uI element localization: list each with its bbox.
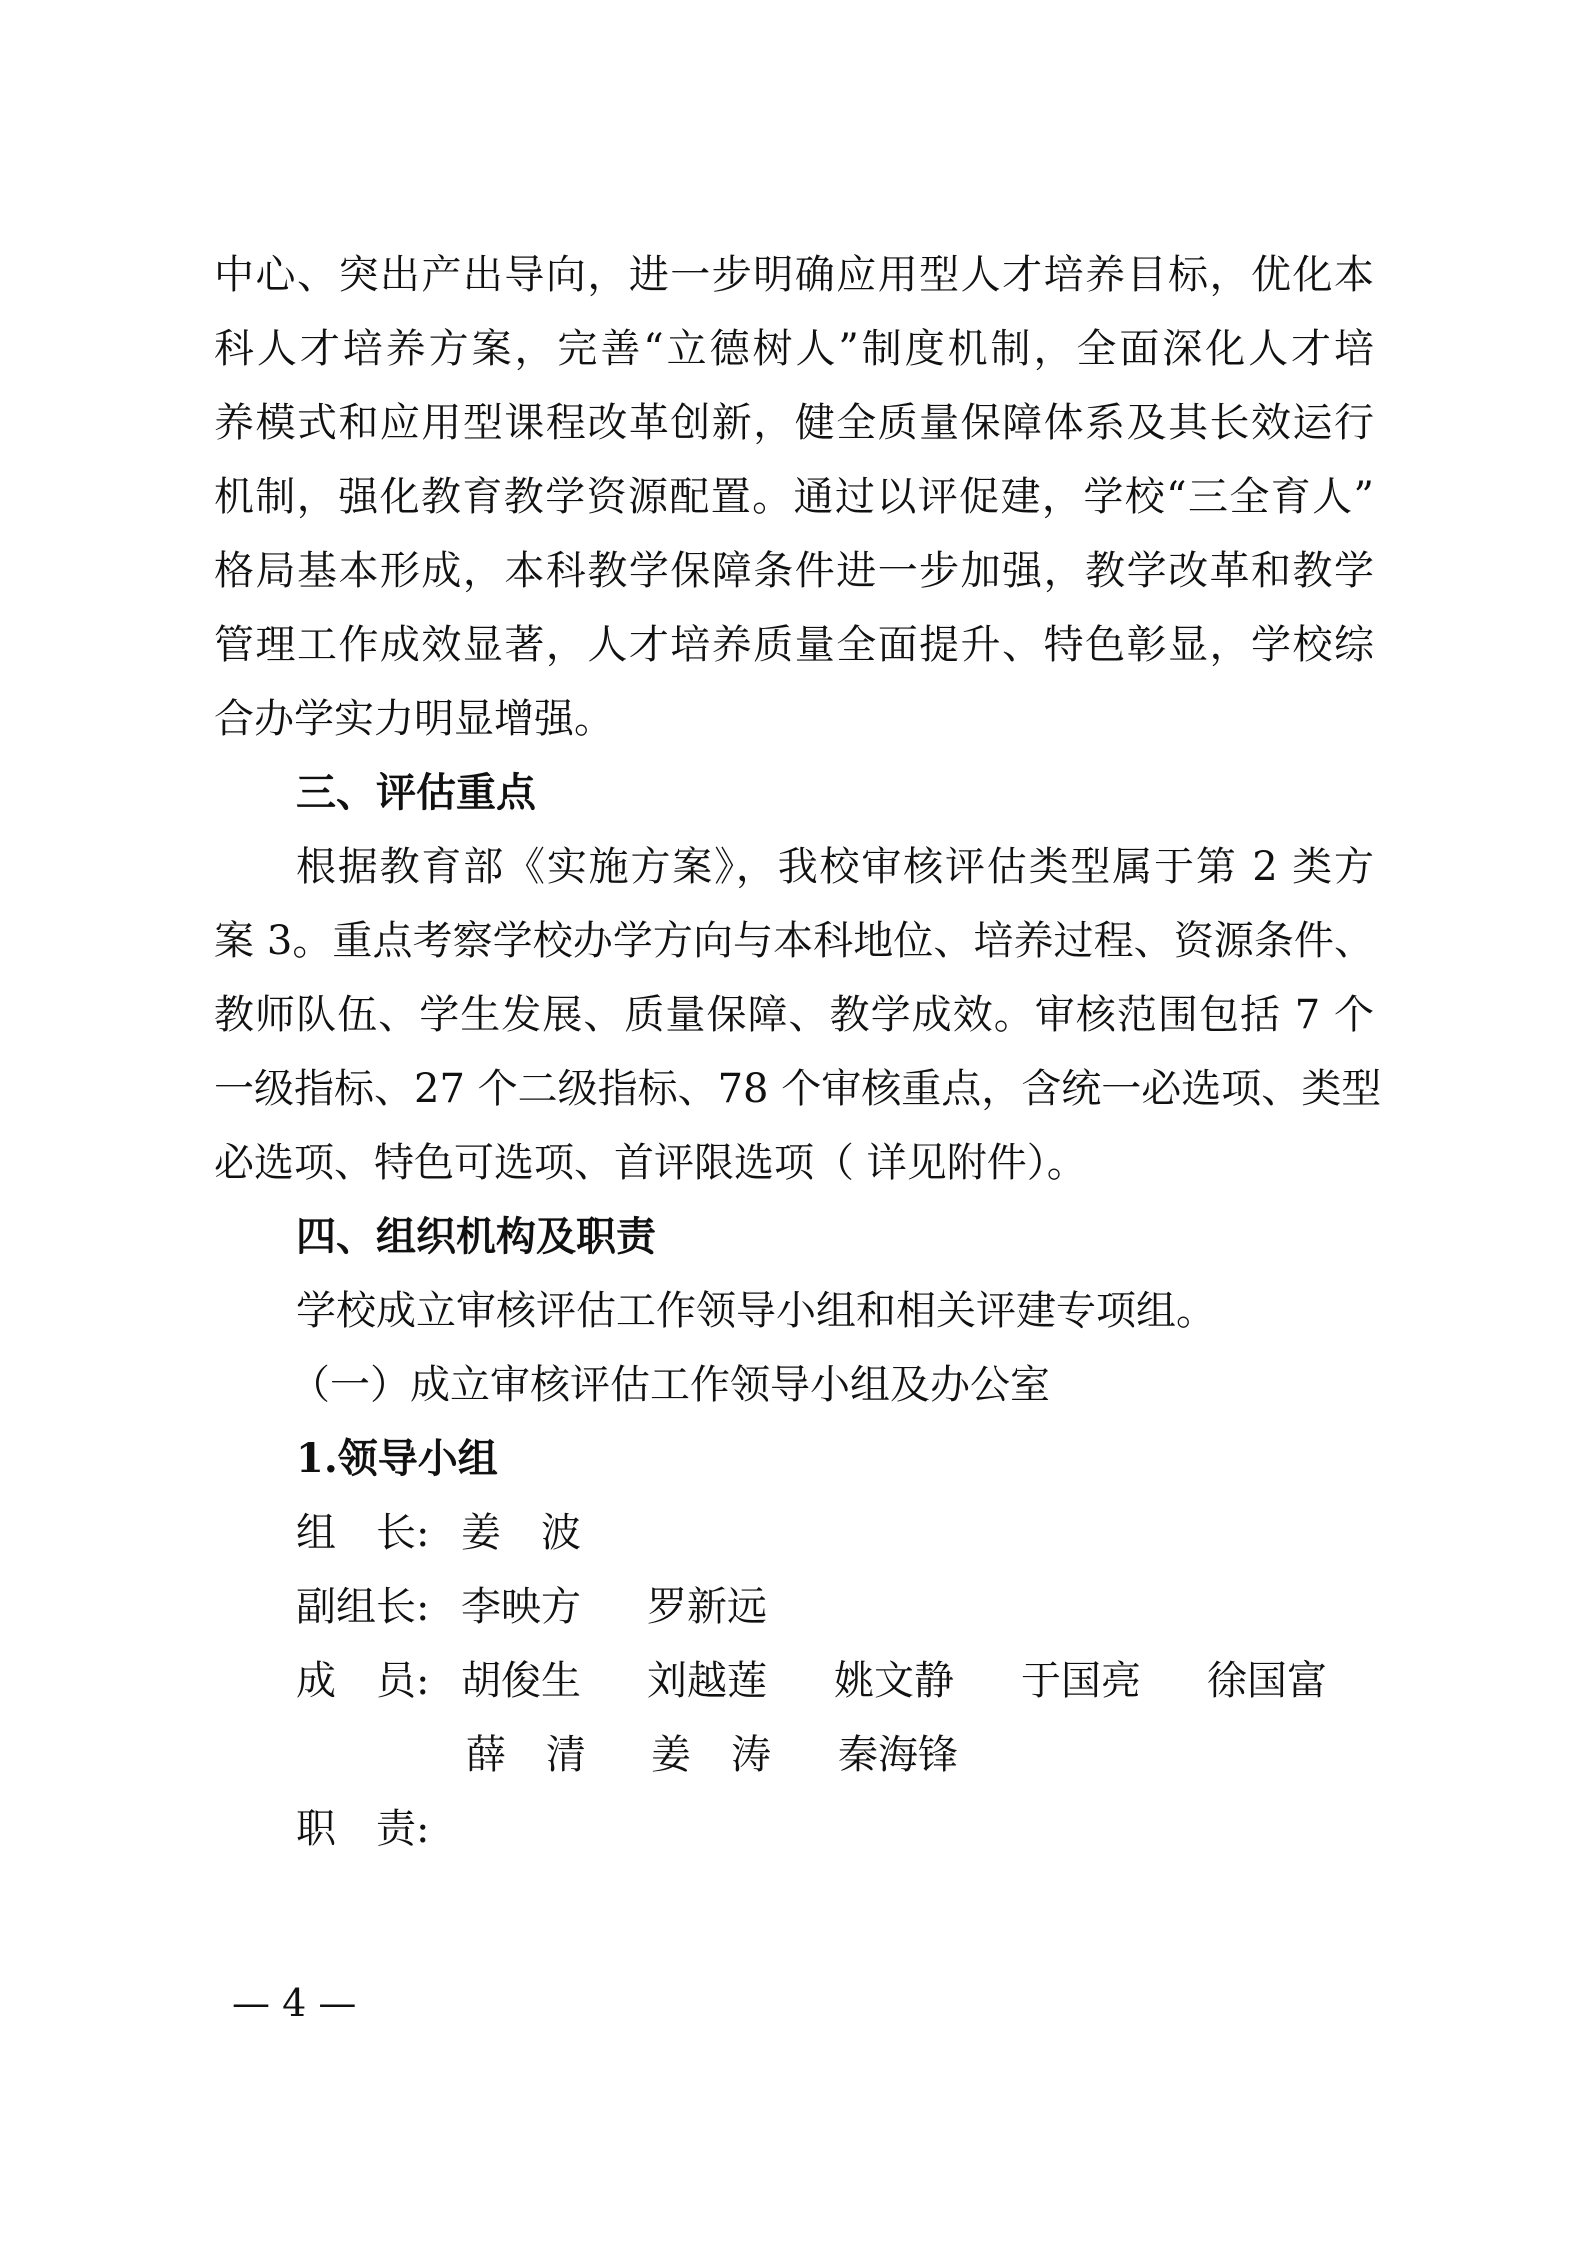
intro-line-1: 中心、突出产出导向，进一步明确应用型人才培养目标，优化本 (214, 252, 1374, 298)
roster-members-row-2 (296, 1730, 1376, 1780)
intro-line-4: 机制，强化教育教学资源配置。通过以评促建，学校“三全育人” (214, 474, 1374, 520)
roster-name: 秦海锋 (838, 1732, 958, 1778)
section3-line-4: 一级指标、27 个二级指标、78 个审核重点，含统一必选项、类型 (214, 1066, 1382, 1112)
section3-line-2: 案 3。重点考察学校办学方向与本科地位、培养过程、资源条件、 (214, 918, 1374, 964)
intro-line-6: 管理工作成效显著，人才培养质量全面提升、特色彰显，学校综 (214, 622, 1374, 668)
section-heading-organization: 四、组织机构及职责 (296, 1214, 656, 1260)
roster-role-members: 成 员: (296, 1658, 430, 1704)
roster-name: 姜 波 (461, 1510, 581, 1556)
section4-intro: 学校成立审核评估工作领导小组和相关评建专项组。 (296, 1288, 1216, 1334)
section3-line-5: 必选项、特色可选项、首评限选项（ 详见附件）。 (214, 1140, 1087, 1186)
roster-name: 薛 清 (466, 1732, 586, 1778)
group-title-leadership: 1.领导小组 (296, 1435, 498, 1482)
roster-name: 姚文静 (834, 1658, 954, 1704)
intro-line-7: 合办学实力明显增强。 (214, 696, 614, 742)
roster-leader-row (296, 1508, 1376, 1558)
intro-line-3: 养模式和应用型课程改革创新，健全质量保障体系及其长效运行 (214, 400, 1374, 446)
roster-name: 徐国富 (1207, 1658, 1327, 1704)
subsection-heading-leadership: （一）成立审核评估工作领导小组及办公室 (290, 1362, 1050, 1408)
section3-line-1: 根据教育部《实施方案》，我校审核评估类型属于第 2 类方 (296, 844, 1374, 890)
roster-members-row-1 (296, 1656, 1376, 1706)
roster-duty-row (296, 1804, 696, 1854)
page-number: — 4 — (232, 1981, 357, 2025)
roster-name: 姜 涛 (651, 1732, 771, 1778)
roster-role-leader: 组 长: (296, 1510, 430, 1556)
roster-name: 李映方 (461, 1584, 581, 1630)
roster-name: 于国亮 (1021, 1658, 1141, 1704)
roster-name: 刘越莲 (647, 1658, 767, 1704)
roster-deputy-row (296, 1582, 1376, 1632)
section3-line-3: 教师队伍、学生发展、质量保障、教学成效。审核范围包括 7 个 (214, 992, 1374, 1038)
intro-line-2: 科人才培养方案，完善“立德树人”制度机制，全面深化人才培 (214, 326, 1374, 372)
roster-role-deputy: 副组长: (296, 1584, 430, 1630)
roster-name: 罗新远 (647, 1584, 767, 1630)
roster-name: 胡俊生 (461, 1658, 581, 1704)
section-heading-evaluation-focus: 三、评估重点 (296, 770, 536, 816)
intro-line-5: 格局基本形成，本科教学保障条件进一步加强，教学改革和教学 (214, 548, 1374, 594)
roster-role-duty: 职 责: (296, 1806, 430, 1852)
